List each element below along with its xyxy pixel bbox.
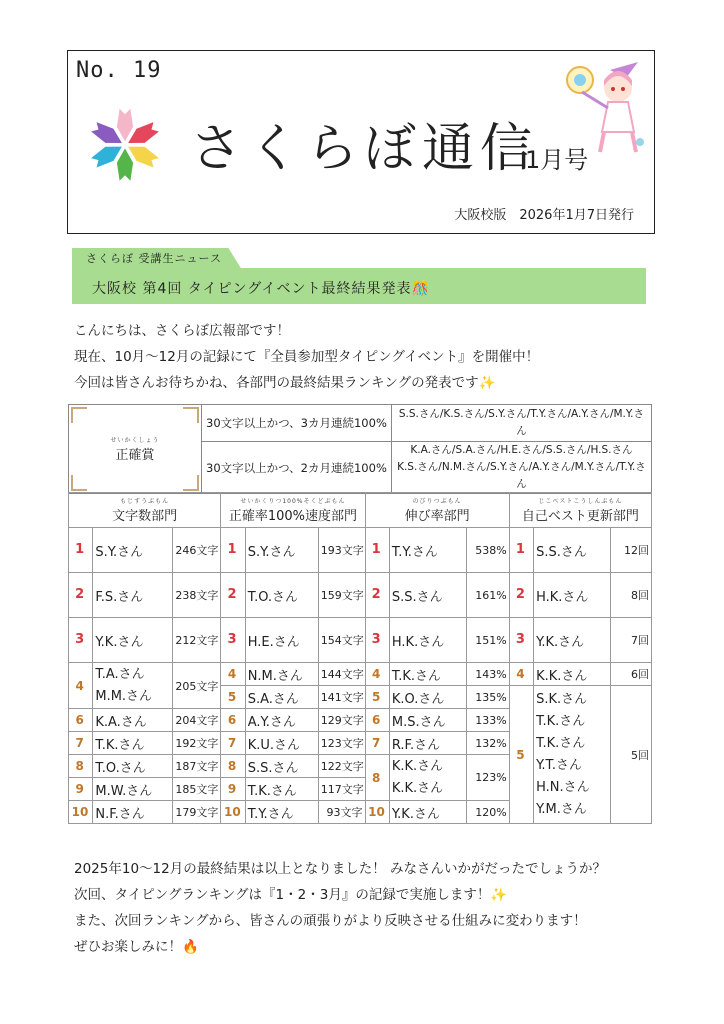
accuracy-award-label-cell <box>69 405 202 494</box>
rank-badge-icon: 4 <box>69 663 93 709</box>
chars-name: K.A.さん <box>93 709 172 732</box>
chars-value: 204文字 <box>172 709 221 732</box>
best-name: S.S.さん <box>534 528 611 573</box>
rank-badge-icon: 4 <box>365 663 389 686</box>
speed-name: A.Y.さん <box>245 709 318 732</box>
chars-value: 212文字 <box>172 618 221 663</box>
chars-value: 205文字 <box>172 663 221 709</box>
chars-name: T.A.さん M.M.さん <box>93 663 172 709</box>
header-chars <box>69 493 221 528</box>
speed-value: 154文字 <box>318 618 365 663</box>
header-growth <box>365 493 509 528</box>
rank-badge-icon: 7 <box>365 732 389 755</box>
rank-badge-icon: 6 <box>221 709 245 732</box>
rank-badge-icon: 8 <box>221 755 245 778</box>
accuracy-award-ruby: せいかくしょう <box>110 437 160 444</box>
ornament-corner-icon <box>71 475 87 491</box>
chars-value: 246文字 <box>172 528 221 573</box>
outro-paragraph <box>74 856 606 960</box>
growth-value: 132% <box>467 732 510 755</box>
rank-badge-icon: 1 <box>221 528 245 573</box>
growth-name: T.Y.さん <box>389 528 466 573</box>
rank-badge-icon: 10 <box>365 801 389 824</box>
table-row <box>69 573 652 618</box>
rank-badge-icon: 4 <box>509 663 533 686</box>
award-names <box>391 442 651 494</box>
header-ruby: もじすうぶもん <box>120 498 170 505</box>
sakura-logo-icon <box>80 98 170 188</box>
header-label: 伸び率部門 <box>404 509 470 524</box>
rank-badge-icon: 2 <box>69 573 93 618</box>
rank-badge-icon: 9 <box>221 778 245 801</box>
rank-badge-icon: 6 <box>69 709 93 732</box>
rank-badge-icon: 8 <box>69 755 93 778</box>
header-label: 自己ベスト更新部門 <box>521 509 639 524</box>
speed-value: 193文字 <box>318 528 365 573</box>
speed-value: 122文字 <box>318 755 365 778</box>
growth-value: 151% <box>467 618 510 663</box>
chars-name: Y.K.さん <box>93 618 172 663</box>
growth-name: H.K.さん <box>389 618 466 663</box>
rank-badge-icon: 3 <box>221 618 245 663</box>
best-name: H.K.さん <box>534 573 611 618</box>
speed-name: S.S.さん <box>245 755 318 778</box>
accuracy-award-table <box>68 404 652 494</box>
speed-value: 144文字 <box>318 663 365 686</box>
ornament-corner-icon <box>183 407 199 423</box>
best-name: Y.K.さん <box>534 618 611 663</box>
chars-value: 179文字 <box>172 801 221 824</box>
rank-badge-icon: 7 <box>221 732 245 755</box>
rank-badge-icon: 7 <box>69 732 93 755</box>
rank-badge-icon: 2 <box>365 573 389 618</box>
newsletter-title: さくらぼ通信 <box>190 119 539 179</box>
rank-badge-icon: 10 <box>69 801 93 824</box>
accuracy-award-title: 正確賞 <box>115 448 155 463</box>
speed-name: N.M.さん <box>245 663 318 686</box>
chars-name: N.F.さん <box>93 801 172 824</box>
ornament-corner-icon <box>183 475 199 491</box>
intro-paragraph <box>74 318 539 396</box>
rank-badge-icon: 1 <box>509 528 533 573</box>
speed-value: 129文字 <box>318 709 365 732</box>
speed-value: 93文字 <box>318 801 365 824</box>
rank-badge-icon: 1 <box>365 528 389 573</box>
news-tab-label: さくらぼ 受講生ニュース <box>86 252 222 265</box>
speed-value: 141文字 <box>318 686 365 709</box>
award-condition: 30文字以上かつ、2カ月連続100% <box>202 442 392 494</box>
growth-value: 538% <box>467 528 510 573</box>
issue-number: No. 19 <box>76 58 162 83</box>
best-value: 12回 <box>611 528 652 573</box>
growth-name: K.K.さん K.K.さん <box>389 755 466 801</box>
rank-badge-icon: 10 <box>221 801 245 824</box>
chars-name: M.W.さん <box>93 778 172 801</box>
rank-badge-icon: 2 <box>509 573 533 618</box>
chars-name: F.S.さん <box>93 573 172 618</box>
growth-value: 161% <box>467 573 510 618</box>
growth-value: 143% <box>467 663 510 686</box>
rank-badge-icon: 5 <box>365 686 389 709</box>
rank-badge-icon: 3 <box>509 618 533 663</box>
speed-value: 123文字 <box>318 732 365 755</box>
rank-badge-icon: 3 <box>69 618 93 663</box>
growth-value: 135% <box>467 686 510 709</box>
publish-date: 2026年1月7日発行 <box>519 208 634 223</box>
award-names-line: K.S.さん/N.M.さん/S.Y.さん/A.Y.さん/M.Y.さん/T.Y.さん <box>397 461 646 490</box>
header-speed <box>221 493 365 528</box>
chars-value: 185文字 <box>172 778 221 801</box>
speed-value: 117文字 <box>318 778 365 801</box>
intro-line: 現在、10月～12月の記録にて『全員参加型タイピングイベント』を開催中！ <box>74 349 540 365</box>
ranking-table <box>68 492 652 824</box>
header-best <box>509 493 651 528</box>
header-ruby: のびりつぶもん <box>412 498 462 505</box>
growth-name: S.S.さん <box>389 573 466 618</box>
award-names <box>391 405 651 442</box>
speed-name: S.A.さん <box>245 686 318 709</box>
rank-badge-icon: 5 <box>509 686 533 824</box>
news-headline: 大阪校 第4回 タイピングイベント最終結果発表🎊 <box>92 281 430 297</box>
best-value: 7回 <box>611 618 652 663</box>
best-value: 5回 <box>611 686 652 824</box>
rank-badge-icon: 3 <box>365 618 389 663</box>
intro-line: こんにちは、さくらぼ広報部です！ <box>74 323 290 339</box>
speed-name: S.Y.さん <box>245 528 318 573</box>
table-row <box>69 528 652 573</box>
speed-name: T.O.さん <box>245 573 318 618</box>
growth-name: Y.K.さん <box>389 801 466 824</box>
award-names-line: S.S.さん/K.S.さん/S.Y.さん/T.Y.さん/A.Y.さん/M.Y.さん <box>398 408 645 437</box>
speed-value: 159文字 <box>318 573 365 618</box>
growth-value: 120% <box>467 801 510 824</box>
rank-badge-icon: 2 <box>221 573 245 618</box>
mascot-illustration-icon <box>560 58 650 158</box>
header-label: 文字数部門 <box>112 509 178 524</box>
rank-badge-icon: 9 <box>69 778 93 801</box>
speed-name: K.U.さん <box>245 732 318 755</box>
rank-badge-icon: 4 <box>221 663 245 686</box>
growth-name: K.O.さん <box>389 686 466 709</box>
publication-info <box>454 204 634 223</box>
outro-line: 2025年10～12月の最終結果は以上となりました！ みなさんいかがだったでしょうか？ <box>74 861 607 877</box>
speed-name: T.K.さん <box>245 778 318 801</box>
speed-name: T.Y.さん <box>245 801 318 824</box>
chars-value: 238文字 <box>172 573 221 618</box>
best-value: 6回 <box>611 663 652 686</box>
table-row <box>69 618 652 663</box>
outro-line: 次回、タイピングランキングは『1・2・3月』の記録で実施します！✨ <box>74 887 508 903</box>
speed-name: H.E.さん <box>245 618 318 663</box>
header-ruby: せいかくりつ100%そくどぶもん <box>240 498 346 505</box>
table-row <box>69 663 652 686</box>
rank-badge-icon: 1 <box>69 528 93 573</box>
header-ruby: じこベストこうしんぶもん <box>538 498 623 505</box>
rank-badge-icon: 8 <box>365 755 389 801</box>
ornament-corner-icon <box>71 407 87 423</box>
growth-name: M.S.さん <box>389 709 466 732</box>
outro-line: ぜひお楽しみに！🔥 <box>74 939 199 955</box>
chars-value: 192文字 <box>172 732 221 755</box>
award-names-line: K.A.さん/S.A.さん/H.E.さん/S.S.さん/H.S.さん <box>410 444 633 456</box>
best-name: K.K.さん <box>534 663 611 686</box>
chars-name: T.O.さん <box>93 755 172 778</box>
best-name: S.K.さん T.K.さん T.K.さん Y.T.さん H.N.さん Y.M.さん <box>534 686 611 824</box>
chars-name: S.Y.さん <box>93 528 172 573</box>
outro-line: また、次回ランキングから、皆さんの頑張りがより反映させる仕組みに変わります！ <box>74 913 587 929</box>
header-label: 正確率100%速度部門 <box>228 509 357 524</box>
edition-label: 大阪校版 <box>454 208 507 223</box>
rank-badge-icon: 6 <box>365 709 389 732</box>
issue-month: 1月号 <box>525 146 589 174</box>
chars-value: 187文字 <box>172 755 221 778</box>
award-condition: 30文字以上かつ、3カ月連続100% <box>202 405 392 442</box>
best-value: 8回 <box>611 573 652 618</box>
chars-name: T.K.さん <box>93 732 172 755</box>
growth-value: 123% <box>467 755 510 801</box>
growth-name: R.F.さん <box>389 732 466 755</box>
growth-value: 133% <box>467 709 510 732</box>
intro-line: 今回は皆さんお待ちかね、各部門の最終結果ランキングの発表です✨ <box>74 375 496 391</box>
growth-name: T.K.さん <box>389 663 466 686</box>
rank-badge-icon: 5 <box>221 686 245 709</box>
